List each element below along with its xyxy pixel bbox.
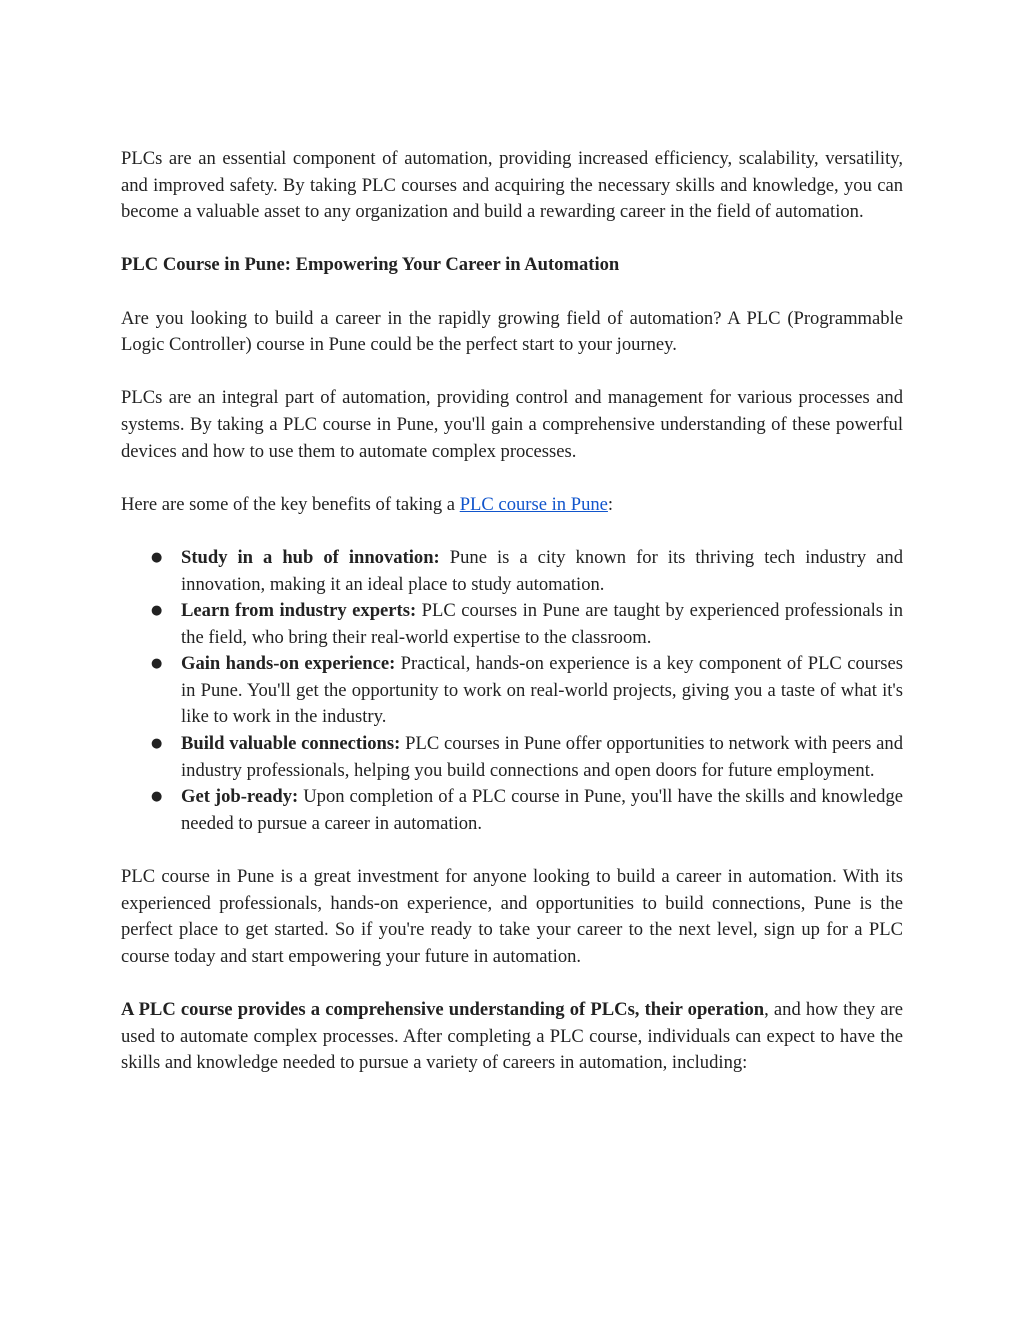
bullet-icon: ● xyxy=(151,736,163,752)
section-heading: PLC Course in Pune: Empowering Your Career in Automation xyxy=(121,254,620,276)
benefit-title: Build valuable connections: xyxy=(181,733,401,755)
list-item xyxy=(121,651,903,731)
intro-paragraph: PLCs are an essential component of automation, providing increased efficiency, scalability, versatility, and improved safety. By taking PLC courses and acquiring the necessary skills and knowledge, you can become a valuable asset to any organization and build a rewarding career in the field of automation. xyxy=(121,148,903,223)
list-item xyxy=(121,784,903,837)
benefit-title: Get job-ready: xyxy=(181,786,299,808)
question-paragraph: Are you looking to build a career in the rapidly growing field of automation? A PLC (Programmable Logic Controller) course in Pune could be the perfect start to your journey. xyxy=(121,307,903,356)
benefit-text: Upon completion of a PLC course in Pune, you'll have the skills and knowledge needed to pursue a career in automation. xyxy=(181,786,903,834)
benefits-intro-colon: : xyxy=(607,493,614,515)
list-item xyxy=(121,545,903,598)
bullet-icon: ● xyxy=(151,603,163,619)
integral-paragraph: PLCs are an integral part of automation, providing control and management for various processes and systems. By taking a PLC course in Pune, you'll gain a comprehensive understanding of these powerful devices and how to use them to automate complex processes. xyxy=(121,387,903,462)
final-paragraph xyxy=(121,997,903,1077)
document-page xyxy=(121,146,903,1103)
final-rest-text: , and how they are used to automate complex processes. After completing a PLC course, individuals can expect to have the skills and knowledge needed to pursue a variety of careers in automation, including: xyxy=(121,999,903,1074)
benefit-text: Pune is a city known for its thriving tech industry and innovation, making it an ideal place to study automation. xyxy=(181,546,903,595)
benefits-list xyxy=(121,545,903,838)
benefits-intro-paragraph xyxy=(121,492,903,519)
benefit-title: Study in a hub of innovation: xyxy=(181,546,440,568)
list-item xyxy=(121,598,903,651)
final-bold-text: A PLC course provides a comprehensive understanding of PLCs, their operation xyxy=(121,999,765,1020)
bullet-icon: ● xyxy=(151,656,163,672)
investment-paragraph: PLC course in Pune is a great investment for anyone looking to build a career in automation. With its experienced professionals, hands-on experience, and opportunities to build connections, Pune is the perfect place to get started. So if you're ready to take your career to the next level, sign up for a PLC course today and start empowering your future in automation. xyxy=(121,866,903,967)
benefit-title: Learn from industry experts: xyxy=(181,600,417,622)
list-item xyxy=(121,731,903,784)
benefits-intro-text: Here are some of the key benefits of taking a xyxy=(121,493,460,515)
benefit-text: PLC courses in Pune offer opportunities to network with peers and industry professionals, helping you build connections and open doors for future employment. xyxy=(181,733,904,781)
benefit-text: Practical, hands-on experience is a key component of PLC courses in Pune. You'll get the opportunity to work on real-world projects, giving you a taste of what it's like to work in the industry. xyxy=(181,653,903,728)
bullet-icon: ● xyxy=(151,549,163,565)
benefit-text: PLC courses in Pune are taught by experienced professionals in the field, who bring their real-world expertise to the classroom. xyxy=(181,600,903,648)
bullet-icon: ● xyxy=(151,789,163,805)
plc-course-pune-link[interactable]: PLC course in Pune xyxy=(459,493,608,515)
benefit-title: Gain hands-on experience: xyxy=(181,653,396,675)
